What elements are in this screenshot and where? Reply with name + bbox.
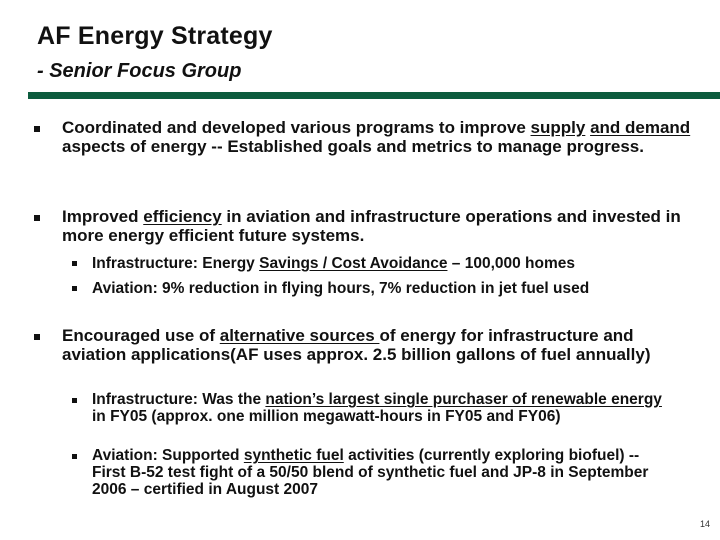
slide-subtitle: - Senior Focus Group <box>37 60 242 82</box>
page-number: 14 <box>699 519 710 529</box>
sub-bullet-square-icon <box>72 398 77 403</box>
bullet-text: aspects of energy -- Established goals and metrics to manage progress. <box>62 136 644 156</box>
bullet-text: in aviation and infrastructure operations and invested in more energy efficient future systems. <box>62 207 681 245</box>
sub-bullet-text: Aviation: 9% reduction in flying hours, 7% reduction in jet fuel used <box>92 280 590 297</box>
bullet-underlined-text: alternative sources <box>219 326 380 345</box>
sub-bullet-underlined-text: synthetic fuel <box>243 447 344 464</box>
bullet-text: Improved <box>62 207 144 226</box>
sub-bullet-item <box>92 391 672 425</box>
bullet-square-icon <box>34 126 40 132</box>
slide-title: AF Energy Strategy <box>37 22 273 50</box>
sub-bullet-text: in FY05 (approx. one million megawatt-hours in FY05 and FY06) <box>92 408 561 425</box>
bullet-item-3 <box>62 327 682 364</box>
bullet-underlined-text: and demand <box>590 118 691 137</box>
bullet-item-1 <box>62 119 697 156</box>
sub-bullet-square-icon <box>72 261 77 266</box>
bullet-item-2 <box>62 208 697 245</box>
sub-bullet-text: Infrastructure: Was the <box>92 391 266 408</box>
sub-bullet-square-icon <box>72 286 77 291</box>
bullet-underlined-text: efficiency <box>143 207 222 226</box>
sub-bullet-square-icon <box>72 454 77 459</box>
sub-bullet-text: Aviation: Supported <box>92 447 244 464</box>
sub-bullet-item <box>92 447 672 498</box>
sub-bullet-underlined-text: Savings / Cost Avoidance <box>259 255 448 272</box>
bullet-text: of energy for infrastructure and aviation applications(AF uses approx. 2.5 billion gallons of fuel annually) <box>62 326 651 364</box>
sub-bullet-item <box>92 280 692 297</box>
sub-bullet-item <box>92 255 692 272</box>
bullet-square-icon <box>34 334 40 340</box>
bullet-underlined-text: supply <box>530 118 586 137</box>
sub-bullet-text: activities (currently exploring biofuel) --First B-52 test fight of a 50/50 blend of synthetic fuel and JP-8 in September 2006 – certified in August 2007 <box>92 447 649 498</box>
bullet-square-icon <box>34 215 40 221</box>
sub-bullet-text: – 100,000 homes <box>447 255 575 272</box>
sub-bullet-underlined-text: nation’s largest single purchaser of renewable energy <box>265 391 662 408</box>
sub-bullet-text: Infrastructure: Energy <box>92 255 260 272</box>
bullet-text: Coordinated and developed various programs to improve <box>62 118 531 137</box>
bullet-text: Encouraged use of <box>62 326 220 345</box>
